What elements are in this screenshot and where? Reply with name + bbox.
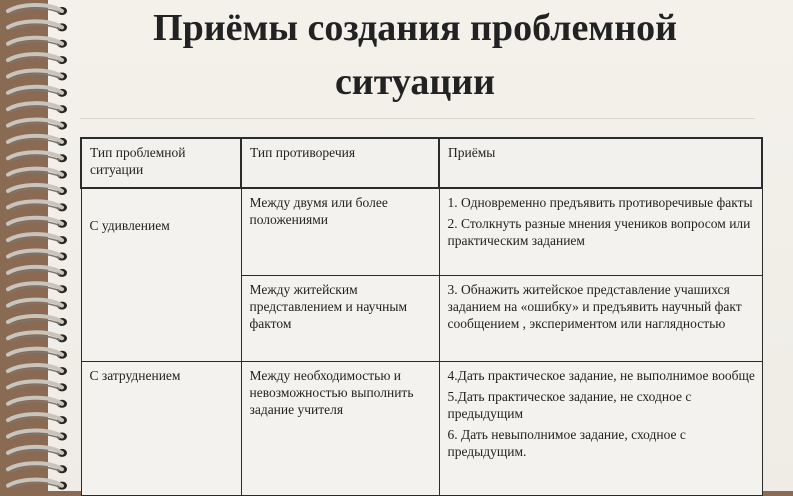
method-item: 4.Дать практическое задание, не выполнимое вообще <box>447 367 755 383</box>
table-row <box>81 188 762 275</box>
table-header-row <box>81 138 762 188</box>
binding-ring-shade <box>10 41 60 46</box>
binding-ring-shade <box>10 9 60 14</box>
binding-ring-shade <box>10 25 60 30</box>
binding-ring-shade <box>10 90 60 95</box>
binding-ring-shade <box>10 418 60 423</box>
method-item: 5.Дать практическое задание, не сходное с предыдущим <box>447 388 692 421</box>
binding-ring-shade <box>10 123 60 128</box>
binding-ring-shade <box>10 238 60 243</box>
binding-ring-shade <box>10 385 60 390</box>
table-row <box>81 361 762 495</box>
header-cell-contradiction: Тип противоречия <box>241 138 439 188</box>
situation-cell-difficulty: С затруднением <box>81 361 241 495</box>
binding-ring-shade <box>10 483 60 488</box>
binding-ring-shade <box>10 287 60 292</box>
methods-cell <box>439 275 762 361</box>
binding-ring-shade <box>10 401 60 406</box>
title-line-1: Приёмы создания проблемной <box>153 7 677 49</box>
header-cell-situation: Тип проблемной ситуации <box>81 138 241 188</box>
binding-ring-shade <box>10 107 60 112</box>
binding-ring-shade <box>10 189 60 194</box>
binding-ring-shade <box>10 434 60 439</box>
spiral-binding <box>0 0 70 491</box>
binding-ring-shade <box>10 352 60 357</box>
binding-ring-shade <box>10 156 60 161</box>
binding-ring-shade <box>10 221 60 226</box>
binding-ring-shade <box>10 74 60 79</box>
method-item: 6. Дать невыполнимое задание, сходное с предыдущим. <box>447 426 686 459</box>
header-cell-methods: Приёмы <box>439 138 762 188</box>
situation-cell-surprise: С удивлением <box>81 188 241 361</box>
binding-ring-shade <box>10 139 60 144</box>
title-line-2: ситуации <box>334 61 496 103</box>
binding-ring-shade <box>10 303 60 308</box>
binding-ring-shade <box>10 270 60 275</box>
binding-ring-shade <box>10 172 60 177</box>
method-item: 3. Обнажить житейское представление учашихся заданием на «ошибку» и предъявить научный факт сообщением , экспериментом или наглядностью <box>447 281 742 331</box>
contradiction-cell: Между житейским представлением и научным фактом <box>241 275 439 361</box>
binding-ring-shade <box>10 450 60 455</box>
divider <box>80 118 755 119</box>
binding-ring-shade <box>10 369 60 374</box>
methods-cell <box>439 361 762 495</box>
methods-cell <box>439 188 762 275</box>
techniques-table <box>80 137 763 496</box>
method-item: 2. Столкнуть разные мнения учеников вопросом или практическим заданием <box>447 216 751 248</box>
binding-ring-shade <box>10 336 60 341</box>
binding-ring-shade <box>10 254 60 259</box>
binding-ring-shade <box>10 58 60 63</box>
binding-ring-shade <box>10 467 60 472</box>
contradiction-cell: Между необходимостью и невозможностью выполнить задание учителя <box>241 361 439 495</box>
method-item: 1. Одновременно предъявить противоречивые факты <box>447 195 753 210</box>
binding-ring-shade <box>10 320 60 325</box>
binding-ring-shade <box>10 205 60 210</box>
contradiction-cell: Между двумя или более положениями <box>241 188 439 275</box>
